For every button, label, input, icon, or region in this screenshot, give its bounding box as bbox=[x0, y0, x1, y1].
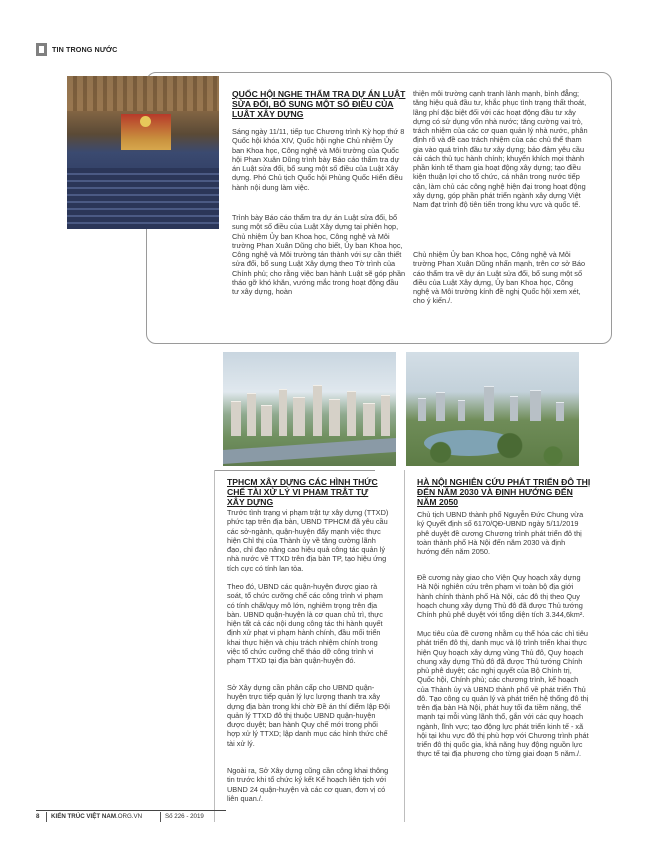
issue-number: Số 226 - 2019 bbox=[165, 813, 204, 820]
article3-paragraph-3: Mục tiêu của đề cương nhằm cụ thể hóa các chỉ tiêu phát triển đô thị, danh mục và lộ trình triển khai thực hiện Quy hoạch xây dựng vùng Thủ đô, Quy hoạch chung xây dựng Thủ đô đã được Thủ tướng Chính phủ phê duyệt; các nghị quyết của Bộ Chính trị, Quốc hội, Chính phủ; các chương trình, kế hoạch của Thành ủy và UBND thành phố về phát triển Thủ đô. Tạo công cụ quản lý và phát triển hệ thống đô thị trên địa bàn Hà Nội, phát huy tối đa tiềm năng, thế mạnh tại mỗi vùng lãnh thổ, gắn với các quy hoạch ngành, lĩnh vực; tạo động lực phát triển kinh tế - xã hội tại khu vực đô thị phù hợp với Chương trình phát triển đô thị quốc gia, khả năng huy động nguồn lực thực tế tại địa phương cho từng giai đoạn 5 năm./. bbox=[417, 629, 589, 759]
assembly-hall-photo bbox=[67, 76, 219, 229]
hanoi-city-photo bbox=[406, 352, 579, 466]
page-number: 8 bbox=[36, 813, 40, 820]
publication-name: KIẾN TRÚC VIỆT NAM bbox=[51, 813, 116, 820]
article2-rule bbox=[214, 470, 215, 822]
footer-publication bbox=[51, 813, 142, 820]
article2-paragraph-3: Sở Xây dựng cần phân cấp cho UBND quận-huyện trực tiếp quản lý lực lượng thanh tra xây dựng địa bàn trong khi chờ Đề án thí điểm lập Đội quản lý TTXD đô thị thuộc UBND quận-huyện được duyệt; ban hành Quy chế mới trong phối hợp xử lý TTXD; lập danh mục các hình thức chế tài xử lý. bbox=[227, 683, 390, 748]
footer-rule bbox=[36, 810, 226, 811]
article2-paragraph-2: Theo đó, UBND các quận-huyện được giao rà soát, tổ chức cưỡng chế các công trình vi phạm có tính chất/quy mô lớn, nghiêm trọng trên địa bàn. UBND quận-huyện là cơ quan chủ trì, thực hiện tất cả các nội dung công tác thi hành quyết định xử phạt vi phạm hành chính, đầu mối triển khai thực hiện và chịu trách nhiệm chính trong việc tổ chức cưỡng chế tháo dỡ công trình vi phạm TTXD tại địa bàn quận-huyện đó. bbox=[227, 582, 383, 665]
section-icon bbox=[36, 43, 47, 56]
article3-rule bbox=[404, 470, 405, 822]
article1-paragraph-4: Chủ nhiệm Ủy ban Khoa học, Công nghệ và Môi trường Phan Xuân Dũng nhấn mạnh, trên cơ sở Báo cáo thẩm tra về dự án Luật sửa đổi, bổ sung một số điều của Luật Xây dựng, Ủy ban Khoa học, Công nghệ và Môi trường kính đề nghị Quốc hội xem xét, cho ý kiến./. bbox=[413, 250, 586, 306]
hcmc-skyline-photo bbox=[223, 352, 396, 466]
article1-paragraph-3: thiện môi trường cạnh tranh lành mạnh, bình đẳng; tăng hiệu quả đầu tư, khắc phục tình trạng thất thoát, lãng phí đặc biệt đối với các hoạt động đầu tư xây dựng có sử dụng vốn nhà nước; tăng cường vai trò, trách nhiệm của các cơ quan quản lý nhà nước, phân định rõ và đề cao trách nhiệm của các chủ thể tham gia vào quá trình đầu tư xây dựng; bảo đảm yêu cầu cải cách thủ tục hành chính; khuyến khích mọi thành phần kinh tế tham gia hoạt động xây dựng; tạo điều kiện thuận lợi cho tổ chức, cá nhân trong nước tiếp cận, làm chủ các công nghệ hiện đại trong hoạt động xây dựng, góp phần phát triển ngành xây dựng Việt Nam đạt trình độ tiên tiến trong khu vực và quốc tế. bbox=[413, 89, 588, 209]
article1-paragraph-2: Trình bày Báo cáo thẩm tra dự án Luật sửa đổi, bổ sung một số điều của Luật Xây dựng tại phiên họp, Chủ nhiệm Ủy ban Khoa học, Công nghệ và Môi trường Phan Xuân Dũng cho biết, Ủy ban Khoa học, Công nghệ và Môi trường tán thành với sự cần thiết sửa đổi, bổ sung Luật Xây dựng theo Tờ trình của Chính phủ; cho rằng việc ban hành Luật sẽ góp phần tháo gỡ khó khăn, vướng mắc trong hoạt động đầu tư xây dựng, hoàn bbox=[232, 213, 406, 296]
article3-paragraph-2: Đề cương này giao cho Viện Quy hoạch xây dựng Hà Nội nghiên cứu trên phạm vi toàn bộ địa giới hành chính thành phố Hà Nội, các đô thị theo Quy hoạch chung xây dựng Thủ đô đã được Thủ tướng Chính phủ phê duyệt với tổng diện tích 3.344,6km². bbox=[417, 573, 585, 619]
article1-paragraph-1: Sáng ngày 11/11, tiếp tục Chương trình Kỳ họp thứ 8 Quốc hội khóa XIV, Quốc hội nghe Chủ nhiệm Ủy ban Khoa học, Công nghệ và Môi trường của Quốc hội Phan Xuân Dũng trình bày Báo cáo thẩm tra dự án Luật sửa đổi, bổ sung một số điều của Luật Xây dựng. Phó Chủ tịch Quốc hội Phùng Quốc Hiển điều hành nội dung làm việc. bbox=[232, 127, 405, 192]
section-label: TIN TRONG NƯỚC bbox=[52, 45, 118, 54]
article2-paragraph-1: Trước tình trạng vi phạm trật tự xây dựng (TTXD) phức tạp trên địa bàn, UBND TPHCM đã yêu cầu các sở-ngành, quận-huyện đẩy mạnh việc thực hiện Chỉ thị của Thành ủy về tăng cường lãnh đạo, chỉ đạo nâng cao hiệu quả công tác quản lý nhà nước về TTXD trên địa bàn TP, tạo hiệu ứng tích cực có tính lan tỏa. bbox=[227, 508, 389, 573]
footer-separator bbox=[46, 812, 47, 822]
article2-top-rule bbox=[215, 470, 375, 471]
article3-title: HÀ NỘI NGHIÊN CỨU PHÁT TRIỂN ĐÔ THỊ ĐẾN NĂM 2030 VÀ ĐỊNH HƯỚNG ĐẾN NĂM 2050 bbox=[417, 477, 591, 508]
article2-title: TPHCM XÂY DỰNG CÁC HÌNH THỨC CHẾ TÀI XỬ LÝ VI PHẠM TRẬT TỰ XÂY DỰNG bbox=[227, 477, 378, 508]
publication-site: .ORG.VN bbox=[115, 813, 143, 820]
footer-separator bbox=[160, 812, 161, 822]
article2-paragraph-4: Ngoài ra, Sở Xây dựng cũng cần công khai thông tin trước khi tổ chức ký kết Kế hoạch liên tịch với UBND 24 quận-huyện và các cơ quan, đơn vị có liên quan./. bbox=[227, 766, 389, 803]
article3-paragraph-1: Chủ tịch UBND thành phố Nguyễn Đức Chung vừa ký Quyết định số 6170/QĐ-UBND ngày 5/11/2019 phê duyệt đề cương Chương trình phát triển đô thị toàn thành phố Hà Nội đến năm 2030 và định hướng đến năm 2050. bbox=[417, 510, 584, 556]
article1-title: QUỐC HỘI NGHE THẨM TRA DỰ ÁN LUẬT SỬA ĐỔI, BỔ SUNG MỘT SỐ ĐIỀU CỦA LUẬT XÂY DỰNG bbox=[232, 89, 406, 120]
